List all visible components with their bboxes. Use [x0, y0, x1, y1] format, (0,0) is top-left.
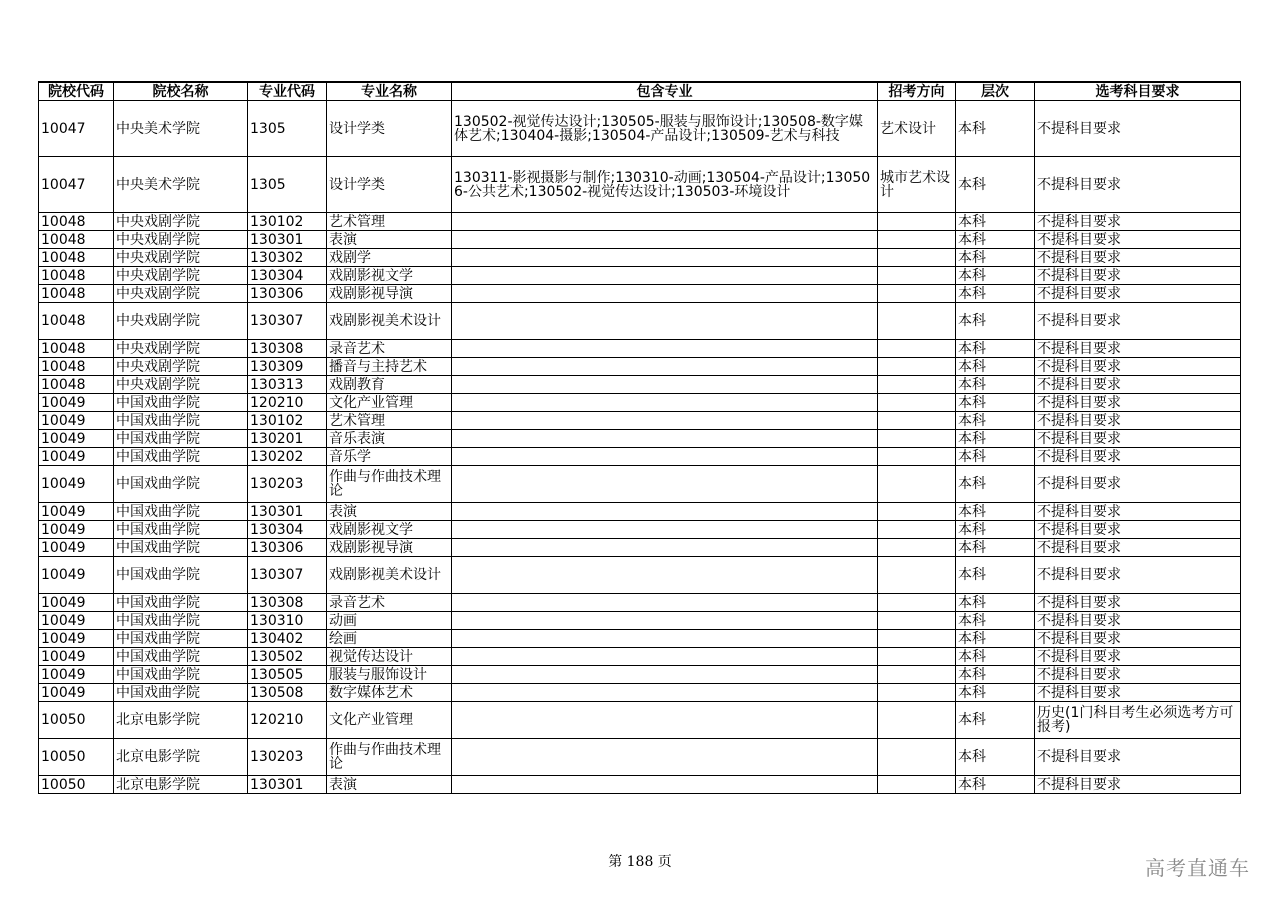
cell-requirement: 不提科目要求: [1035, 267, 1241, 285]
cell-major-code: 1305: [248, 157, 327, 213]
table-row: [39, 267, 1241, 285]
table-row: [39, 448, 1241, 466]
cell-level: 本科: [956, 340, 1035, 358]
table-row: [39, 684, 1241, 702]
cell-level: 本科: [956, 702, 1035, 739]
cell-major-name: 戏剧影视美术设计: [327, 557, 452, 594]
cell-requirement: 不提科目要求: [1035, 303, 1241, 340]
cell-school-code: 10049: [39, 594, 114, 612]
cell-requirement: 不提科目要求: [1035, 684, 1241, 702]
cell-included-majors: [452, 612, 878, 630]
cell-major-name: 服装与服饰设计: [327, 666, 452, 684]
cell-major-code: 130306: [248, 539, 327, 557]
table-row: [39, 249, 1241, 267]
cell-school-code: 10049: [39, 394, 114, 412]
cell-major-code: 130402: [248, 630, 327, 648]
cell-direction: [878, 412, 956, 430]
table-row: [39, 776, 1241, 794]
table-row: [39, 231, 1241, 249]
cell-level: 本科: [956, 684, 1035, 702]
cell-direction: [878, 594, 956, 612]
cell-school-code: 10049: [39, 521, 114, 539]
cell-school-name: 中央美术学院: [114, 157, 248, 213]
cell-major-code: 130302: [248, 249, 327, 267]
cell-requirement: 不提科目要求: [1035, 466, 1241, 503]
header-school-name: 院校名称: [114, 82, 248, 101]
cell-included-majors: [452, 630, 878, 648]
cell-school-name: 中国戏曲学院: [114, 503, 248, 521]
cell-school-name: 中央美术学院: [114, 101, 248, 157]
cell-major-name: 数字媒体艺术: [327, 684, 452, 702]
cell-major-code: 130502: [248, 648, 327, 666]
cell-major-name: 表演: [327, 503, 452, 521]
header-major-name: 专业名称: [327, 82, 452, 101]
cell-included-majors: 130502-视觉传达设计;130505-服装与服饰设计;130508-数字媒体艺术;130404-摄影;130504-产品设计;130509-艺术与科技: [452, 101, 878, 157]
cell-school-code: 10048: [39, 358, 114, 376]
cell-direction: [878, 358, 956, 376]
cell-major-name: 绘画: [327, 630, 452, 648]
cell-level: 本科: [956, 303, 1035, 340]
table-row: [39, 394, 1241, 412]
cell-level: 本科: [956, 249, 1035, 267]
cell-school-name: 中国戏曲学院: [114, 666, 248, 684]
cell-major-name: 设计学类: [327, 157, 452, 213]
cell-requirement: 不提科目要求: [1035, 503, 1241, 521]
cell-level: 本科: [956, 358, 1035, 376]
cell-level: 本科: [956, 521, 1035, 539]
cell-direction: [878, 612, 956, 630]
cell-direction: [878, 557, 956, 594]
cell-major-name: 戏剧教育: [327, 376, 452, 394]
cell-requirement: 不提科目要求: [1035, 412, 1241, 430]
cell-included-majors: [452, 358, 878, 376]
table-body: [39, 101, 1241, 794]
cell-major-name: 录音艺术: [327, 594, 452, 612]
cell-requirement: 历史(1门科目考生必须选考方可报考): [1035, 702, 1241, 739]
cell-direction: 城市艺术设计: [878, 157, 956, 213]
cell-major-name: 艺术管理: [327, 412, 452, 430]
cell-major-name: 音乐表演: [327, 430, 452, 448]
cell-school-code: 10047: [39, 157, 114, 213]
cell-direction: [878, 684, 956, 702]
cell-school-name: 中国戏曲学院: [114, 684, 248, 702]
cell-level: 本科: [956, 466, 1035, 503]
cell-major-name: 作曲与作曲技术理论: [327, 466, 452, 503]
header-school-code: 院校代码: [39, 82, 114, 101]
cell-included-majors: [452, 412, 878, 430]
cell-major-code: 130203: [248, 466, 327, 503]
cell-requirement: 不提科目要求: [1035, 739, 1241, 776]
cell-major-code: 130307: [248, 557, 327, 594]
cell-requirement: 不提科目要求: [1035, 394, 1241, 412]
cell-direction: [878, 448, 956, 466]
cell-major-code: 130202: [248, 448, 327, 466]
cell-included-majors: [452, 539, 878, 557]
cell-major-code: 130309: [248, 358, 327, 376]
cell-major-code: 1305: [248, 101, 327, 157]
cell-school-name: 北京电影学院: [114, 702, 248, 739]
cell-school-name: 中央戏剧学院: [114, 285, 248, 303]
cell-major-name: 文化产业管理: [327, 702, 452, 739]
cell-level: 本科: [956, 285, 1035, 303]
cell-school-code: 10048: [39, 340, 114, 358]
cell-direction: [878, 303, 956, 340]
cell-school-code: 10049: [39, 503, 114, 521]
cell-school-name: 中国戏曲学院: [114, 448, 248, 466]
table-row: [39, 157, 1241, 213]
cell-school-name: 中央戏剧学院: [114, 303, 248, 340]
cell-school-name: 中国戏曲学院: [114, 521, 248, 539]
cell-included-majors: [452, 557, 878, 594]
cell-included-majors: [452, 285, 878, 303]
cell-requirement: 不提科目要求: [1035, 340, 1241, 358]
cell-requirement: 不提科目要求: [1035, 376, 1241, 394]
cell-direction: [878, 702, 956, 739]
cell-school-name: 中国戏曲学院: [114, 648, 248, 666]
cell-school-code: 10050: [39, 702, 114, 739]
cell-major-code: 130313: [248, 376, 327, 394]
table-row: [39, 557, 1241, 594]
cell-major-code: 130203: [248, 739, 327, 776]
cell-school-code: 10049: [39, 412, 114, 430]
table-row: [39, 594, 1241, 612]
cell-school-name: 中央戏剧学院: [114, 267, 248, 285]
cell-major-code: 130308: [248, 594, 327, 612]
cell-requirement: 不提科目要求: [1035, 101, 1241, 157]
cell-school-name: 中央戏剧学院: [114, 340, 248, 358]
cell-included-majors: [452, 394, 878, 412]
cell-major-code: 130306: [248, 285, 327, 303]
page-number: 第 188 页: [608, 854, 672, 870]
cell-school-code: 10048: [39, 267, 114, 285]
cell-direction: [878, 776, 956, 794]
cell-school-name: 中央戏剧学院: [114, 358, 248, 376]
cell-direction: [878, 340, 956, 358]
cell-school-code: 10048: [39, 285, 114, 303]
cell-level: 本科: [956, 430, 1035, 448]
table-row: [39, 666, 1241, 684]
cell-included-majors: [452, 702, 878, 739]
cell-included-majors: [452, 503, 878, 521]
cell-major-name: 设计学类: [327, 101, 452, 157]
cell-major-code: 130301: [248, 503, 327, 521]
header-row: [39, 82, 1241, 101]
cell-major-name: 文化产业管理: [327, 394, 452, 412]
cell-major-code: 130310: [248, 612, 327, 630]
cell-direction: [878, 521, 956, 539]
cell-included-majors: [452, 303, 878, 340]
cell-school-name: 中国戏曲学院: [114, 612, 248, 630]
cell-major-code: 130201: [248, 430, 327, 448]
cell-requirement: 不提科目要求: [1035, 358, 1241, 376]
cell-major-name: 戏剧影视文学: [327, 267, 452, 285]
cell-direction: [878, 231, 956, 249]
cell-school-name: 中国戏曲学院: [114, 430, 248, 448]
cell-school-name: 中国戏曲学院: [114, 412, 248, 430]
cell-direction: [878, 630, 956, 648]
cell-major-code: 130102: [248, 412, 327, 430]
cell-major-code: 130102: [248, 213, 327, 231]
table-row: [39, 466, 1241, 503]
cell-included-majors: [452, 466, 878, 503]
cell-requirement: 不提科目要求: [1035, 594, 1241, 612]
cell-major-code: 130301: [248, 776, 327, 794]
cell-requirement: 不提科目要求: [1035, 430, 1241, 448]
cell-major-name: 播音与主持艺术: [327, 358, 452, 376]
cell-direction: [878, 648, 956, 666]
cell-included-majors: [452, 739, 878, 776]
cell-included-majors: [452, 376, 878, 394]
cell-level: 本科: [956, 101, 1035, 157]
cell-major-name: 戏剧影视导演: [327, 539, 452, 557]
cell-school-code: 10050: [39, 776, 114, 794]
cell-requirement: 不提科目要求: [1035, 776, 1241, 794]
cell-level: 本科: [956, 503, 1035, 521]
cell-included-majors: [452, 448, 878, 466]
cell-level: 本科: [956, 557, 1035, 594]
cell-major-code: 130301: [248, 231, 327, 249]
cell-level: 本科: [956, 666, 1035, 684]
cell-school-name: 北京电影学院: [114, 739, 248, 776]
cell-school-name: 中国戏曲学院: [114, 630, 248, 648]
table-row: [39, 648, 1241, 666]
cell-school-code: 10049: [39, 666, 114, 684]
cell-school-name: 中国戏曲学院: [114, 594, 248, 612]
cell-direction: [878, 466, 956, 503]
header-direction: 招考方向: [878, 82, 956, 101]
table-row: [39, 539, 1241, 557]
table-row: [39, 612, 1241, 630]
cell-direction: [878, 267, 956, 285]
cell-requirement: 不提科目要求: [1035, 539, 1241, 557]
cell-major-code: 120210: [248, 702, 327, 739]
cell-level: 本科: [956, 776, 1035, 794]
cell-direction: [878, 394, 956, 412]
table-row: [39, 503, 1241, 521]
cell-school-name: 北京电影学院: [114, 776, 248, 794]
table-row: [39, 521, 1241, 539]
cell-school-code: 10050: [39, 739, 114, 776]
cell-major-code: 130505: [248, 666, 327, 684]
cell-school-code: 10048: [39, 376, 114, 394]
cell-included-majors: [452, 340, 878, 358]
cell-school-code: 10048: [39, 231, 114, 249]
cell-direction: [878, 666, 956, 684]
cell-school-code: 10049: [39, 539, 114, 557]
cell-major-name: 作曲与作曲技术理论: [327, 739, 452, 776]
header-requirement: 选考科目要求: [1035, 82, 1241, 101]
cell-school-name: 中国戏曲学院: [114, 466, 248, 503]
cell-level: 本科: [956, 612, 1035, 630]
cell-direction: [878, 376, 956, 394]
cell-level: 本科: [956, 739, 1035, 776]
cell-included-majors: [452, 267, 878, 285]
cell-level: 本科: [956, 157, 1035, 213]
cell-included-majors: [452, 231, 878, 249]
cell-requirement: 不提科目要求: [1035, 630, 1241, 648]
cell-school-code: 10049: [39, 612, 114, 630]
cell-school-name: 中国戏曲学院: [114, 557, 248, 594]
admission-table: [38, 81, 1241, 794]
cell-major-name: 表演: [327, 776, 452, 794]
cell-level: 本科: [956, 630, 1035, 648]
cell-school-code: 10048: [39, 303, 114, 340]
cell-included-majors: [452, 776, 878, 794]
cell-requirement: 不提科目要求: [1035, 249, 1241, 267]
cell-direction: 艺术设计: [878, 101, 956, 157]
cell-requirement: 不提科目要求: [1035, 612, 1241, 630]
cell-included-majors: [452, 648, 878, 666]
cell-major-name: 戏剧影视美术设计: [327, 303, 452, 340]
cell-major-name: 视觉传达设计: [327, 648, 452, 666]
header-major-code: 专业代码: [248, 82, 327, 101]
cell-level: 本科: [956, 448, 1035, 466]
cell-school-name: 中央戏剧学院: [114, 376, 248, 394]
cell-school-name: 中国戏曲学院: [114, 394, 248, 412]
cell-included-majors: [452, 594, 878, 612]
cell-included-majors: [452, 430, 878, 448]
cell-school-code: 10047: [39, 101, 114, 157]
table-row: [39, 213, 1241, 231]
cell-major-code: 130304: [248, 521, 327, 539]
cell-level: 本科: [956, 539, 1035, 557]
cell-major-name: 戏剧影视导演: [327, 285, 452, 303]
cell-included-majors: [452, 521, 878, 539]
cell-school-code: 10048: [39, 213, 114, 231]
cell-school-code: 10049: [39, 630, 114, 648]
cell-school-name: 中央戏剧学院: [114, 231, 248, 249]
cell-included-majors: [452, 249, 878, 267]
table-row: [39, 303, 1241, 340]
cell-requirement: 不提科目要求: [1035, 231, 1241, 249]
cell-level: 本科: [956, 394, 1035, 412]
cell-major-code: 130308: [248, 340, 327, 358]
cell-direction: [878, 249, 956, 267]
cell-direction: [878, 213, 956, 231]
table-row: [39, 285, 1241, 303]
cell-direction: [878, 539, 956, 557]
cell-major-name: 录音艺术: [327, 340, 452, 358]
cell-major-name: 戏剧影视文学: [327, 521, 452, 539]
cell-major-code: 130307: [248, 303, 327, 340]
cell-school-name: 中央戏剧学院: [114, 249, 248, 267]
cell-school-code: 10049: [39, 430, 114, 448]
cell-direction: [878, 430, 956, 448]
cell-major-name: 表演: [327, 231, 452, 249]
cell-school-name: 中国戏曲学院: [114, 539, 248, 557]
table-row: [39, 630, 1241, 648]
cell-level: 本科: [956, 231, 1035, 249]
table-row: [39, 340, 1241, 358]
watermark: 高考直通车: [1145, 856, 1250, 880]
table-row: [39, 358, 1241, 376]
cell-school-code: 10049: [39, 648, 114, 666]
cell-major-name: 艺术管理: [327, 213, 452, 231]
cell-requirement: 不提科目要求: [1035, 521, 1241, 539]
table-row: [39, 101, 1241, 157]
header-included-majors: 包含专业: [452, 82, 878, 101]
cell-level: 本科: [956, 648, 1035, 666]
cell-major-name: 戏剧学: [327, 249, 452, 267]
cell-school-code: 10049: [39, 448, 114, 466]
cell-school-code: 10049: [39, 466, 114, 503]
cell-major-name: 音乐学: [327, 448, 452, 466]
cell-school-code: 10049: [39, 557, 114, 594]
cell-direction: [878, 503, 956, 521]
cell-included-majors: 130311-影视摄影与制作;130310-动画;130504-产品设计;130506-公共艺术;130502-视觉传达设计;130503-环境设计: [452, 157, 878, 213]
cell-included-majors: [452, 684, 878, 702]
cell-direction: [878, 285, 956, 303]
cell-requirement: 不提科目要求: [1035, 666, 1241, 684]
cell-school-name: 中央戏剧学院: [114, 213, 248, 231]
cell-school-code: 10048: [39, 249, 114, 267]
cell-included-majors: [452, 213, 878, 231]
table-row: [39, 702, 1241, 739]
cell-level: 本科: [956, 412, 1035, 430]
table-row: [39, 376, 1241, 394]
cell-major-code: 120210: [248, 394, 327, 412]
cell-level: 本科: [956, 594, 1035, 612]
cell-requirement: 不提科目要求: [1035, 285, 1241, 303]
cell-school-code: 10049: [39, 684, 114, 702]
cell-level: 本科: [956, 376, 1035, 394]
header-level: 层次: [956, 82, 1035, 101]
table-row: [39, 412, 1241, 430]
cell-requirement: 不提科目要求: [1035, 213, 1241, 231]
cell-level: 本科: [956, 267, 1035, 285]
cell-major-code: 130304: [248, 267, 327, 285]
cell-direction: [878, 739, 956, 776]
table-row: [39, 430, 1241, 448]
cell-requirement: 不提科目要求: [1035, 448, 1241, 466]
cell-requirement: 不提科目要求: [1035, 648, 1241, 666]
cell-included-majors: [452, 666, 878, 684]
cell-level: 本科: [956, 213, 1035, 231]
cell-requirement: 不提科目要求: [1035, 557, 1241, 594]
cell-major-code: 130508: [248, 684, 327, 702]
cell-major-name: 动画: [327, 612, 452, 630]
table-row: [39, 739, 1241, 776]
cell-requirement: 不提科目要求: [1035, 157, 1241, 213]
